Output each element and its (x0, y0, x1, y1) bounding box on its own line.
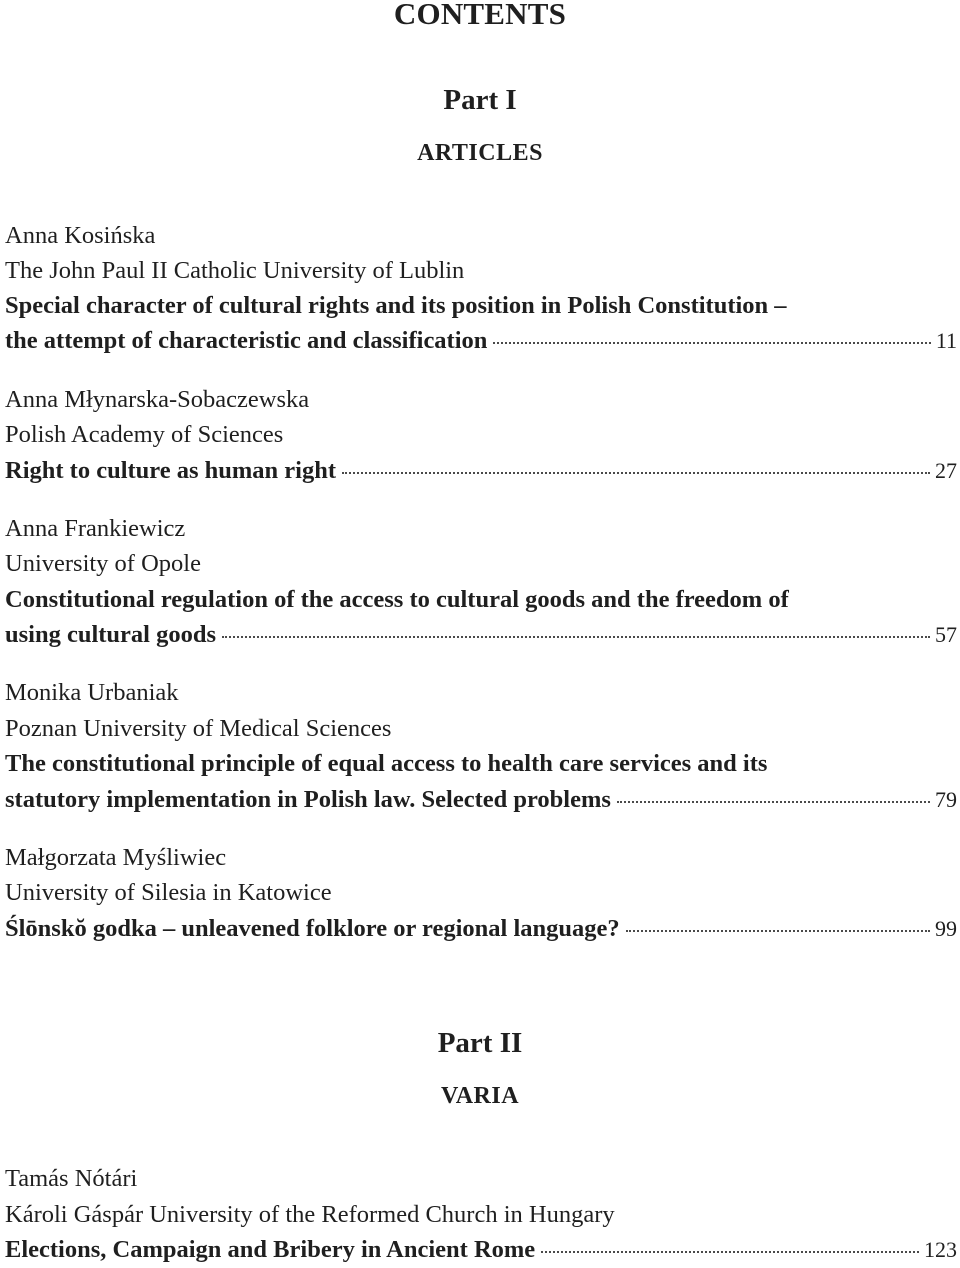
dot-leader (617, 800, 930, 803)
contents-heading: CONTENTS (393, 0, 567, 31)
dot-leader (626, 929, 930, 932)
dot-leader (493, 341, 930, 344)
entry-title-line: using cultural goods (5, 621, 217, 648)
part-1-section-heading: ARTICLES (417, 140, 543, 166)
entry-author: Anna Kosińska (5, 222, 156, 249)
dot-leader (222, 635, 930, 638)
toc-entry-link[interactable] (5, 913, 957, 945)
part-2-heading: Part II (437, 1027, 523, 1059)
entry-affiliation: Polish Academy of Sciences (5, 421, 284, 448)
entry-page-number: 79 (935, 787, 957, 812)
toc-entry-link[interactable] (5, 619, 957, 651)
entry-affiliation: Poznan University of Medical Sciences (5, 715, 392, 742)
entry-author: Monika Urbaniak (5, 679, 179, 706)
entry-affiliation: The John Paul II Catholic University of Lublin (5, 257, 465, 284)
toc-entry-link[interactable] (5, 325, 957, 357)
entry-author: Małgorzata Myśliwiec (5, 844, 227, 871)
toc-entry-link[interactable] (5, 784, 957, 816)
entry-title-line: statutory implementation in Polish law. Selected problems (5, 786, 611, 813)
entry-affiliation: University of Opole (5, 550, 201, 577)
entry-title-line: Ślōnskŏ godka – unleavened folklore or regional language? (5, 915, 620, 942)
entry-title-line[interactable]: The constitutional principle of equal access to health care services and its (5, 750, 768, 777)
entry-page-number: 123 (924, 1237, 957, 1262)
entry-affiliation: University of Silesia in Katowice (5, 879, 332, 906)
entry-page-number: 11 (935, 328, 957, 353)
toc-entry-link[interactable] (5, 1234, 957, 1266)
entry-title-line: Elections, Campaign and Bribery in Ancient Rome (5, 1236, 536, 1263)
part-2-section-heading: VARIA (440, 1083, 520, 1109)
entry-affiliation: Károli Gáspár University of the Reformed Church in Hungary (5, 1201, 615, 1228)
dot-leader (541, 1250, 919, 1253)
entry-title-line: the attempt of characteristic and classification (5, 327, 488, 354)
entry-title-line[interactable]: Constitutional regulation of the access to cultural goods and the freedom of (5, 586, 789, 613)
dot-leader (342, 471, 930, 474)
entry-title-line[interactable]: Special character of cultural rights and its position in Polish Constitution – (5, 292, 787, 319)
part-1-heading: Part I (443, 84, 517, 116)
entry-author: Anna Młynarska-Sobaczewska (5, 386, 310, 413)
entry-page-number: 57 (935, 622, 957, 647)
entry-title-line: Right to culture as human right (5, 457, 337, 484)
entry-author: Anna Frankiewicz (5, 515, 186, 542)
entry-page-number: 27 (935, 458, 957, 483)
toc-entry-link[interactable] (5, 455, 957, 487)
entry-page-number: 99 (935, 916, 957, 941)
entry-author: Tamás Nótári (5, 1165, 138, 1192)
